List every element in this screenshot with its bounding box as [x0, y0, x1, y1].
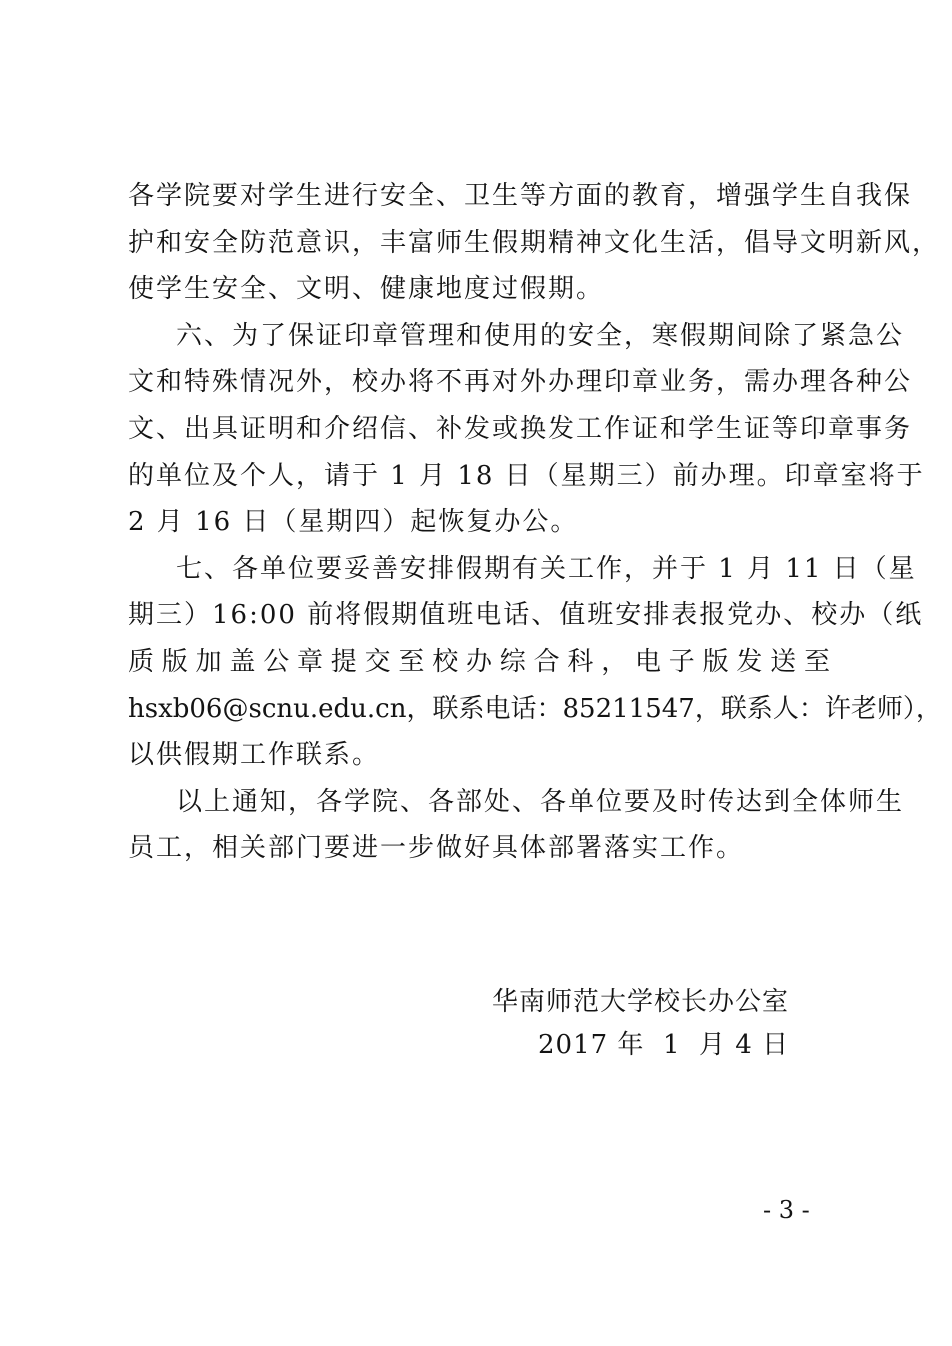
paragraph-seven-line-4: hsxb06@scnu.edu.cn，联系电话：85211547，联系人：许老师），	[128, 694, 942, 724]
page-number: - 3 -	[763, 1196, 810, 1224]
paragraph-six-line-5: 2 月 16 日（星期四）起恢复办公。	[128, 507, 579, 537]
paragraph-seven-line-3: 质版加盖公章提交至校办综合科，电子版发送至	[128, 647, 832, 677]
signature-organization: 华南师范大学校长办公室	[492, 987, 790, 1017]
paragraph-seven-line-2: 期三）16:00 前将假期值班电话、值班安排表报党办、校办（纸	[128, 600, 924, 630]
paragraph-six-line-4: 的单位及个人，请于 1 月 18 日（星期三）前办理。印章室将于	[128, 461, 925, 491]
paragraph-six-line-3: 文、出具证明和介绍信、补发或换发工作证和学生证等印章事务	[128, 414, 913, 444]
signature-date: 2017 年 1 月 4 日	[538, 1030, 790, 1060]
paragraph-seven-line-1: 七、各单位要妥善安排假期有关工作，并于 1 月 11 日（星	[176, 554, 917, 584]
body-line-2: 护和安全防范意识，丰富师生假期精神文化生活，倡导文明新风，	[128, 228, 941, 258]
closing-line-1: 以上通知，各学院、各部处、各单位要及时传达到全体师生	[176, 787, 905, 817]
paragraph-six-line-1: 六、为了保证印章管理和使用的安全，寒假期间除了紧急公	[176, 321, 905, 351]
paragraph-six-line-2: 文和特殊情况外，校办将不再对外办理印章业务，需办理各种公	[128, 367, 913, 397]
body-line-3: 使学生安全、文明、健康地度过假期。	[128, 274, 605, 304]
body-line-1: 各学院要对学生进行安全、卫生等方面的教育，增强学生自我保	[128, 181, 913, 211]
paragraph-seven-line-5: 以供假期工作联系。	[128, 740, 381, 770]
closing-line-2: 员工，相关部门要进一步做好具体部署落实工作。	[128, 833, 745, 863]
